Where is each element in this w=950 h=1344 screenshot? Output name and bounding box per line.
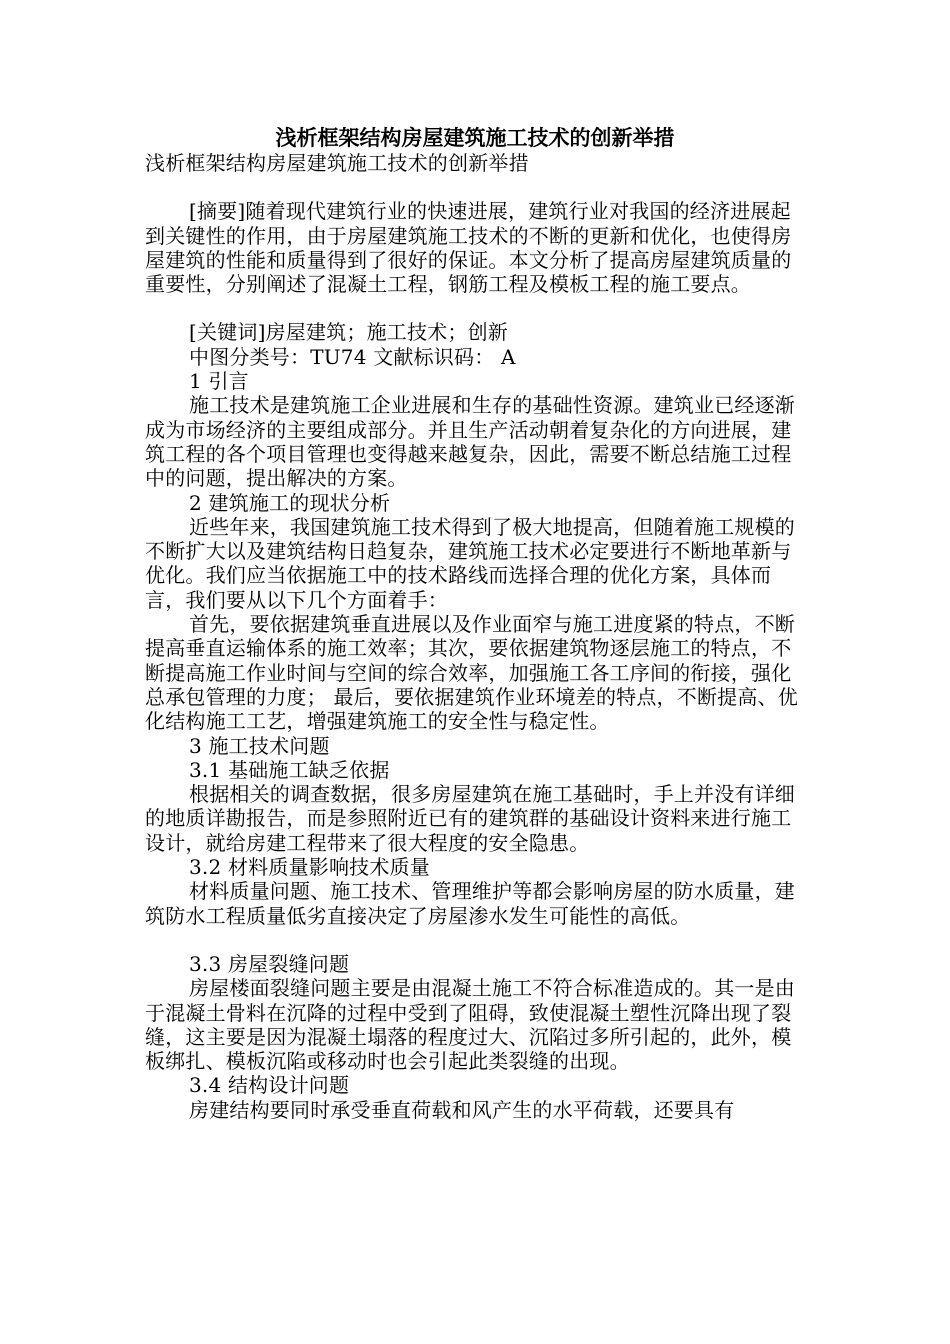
document-title: 浅析框架结构房屋建筑施工技术的创新举措	[275, 126, 675, 150]
keywords-line: [关键词]房屋建筑；施工技术；创新	[189, 320, 509, 345]
subtitle-line: 浅析框架结构房屋建筑施工技术的创新举措	[145, 151, 529, 175]
section-3-4-heading: 3.4 结构设计问题	[189, 1073, 350, 1098]
section-3-2-paragraph: 材料质量问题、施工技术、管理维护等都会影响房屋的防水质量，建筑防水工程质量低劣直接决定了房屋渗水发生可能性的高低。	[145, 879, 795, 928]
section-1-paragraph: 施工技术是建筑施工企业进展和生存的基础性资源。建筑业已经逐渐成为市场经济的主要组成部分。并且生产活动朝着复杂化的方向进展，建筑工程的各个项目管理也变得越来越复杂，因此，需要不断总结施工过程中的问题，提出解决的方案。	[145, 393, 795, 491]
section-3-1-paragraph: 根据相关的调查数据，很多房屋建筑在施工基础时，手上并没有详细的地质详勘报告，而是参照附近已有的建筑群的基础设计资料来进行施工设计，就给房建工程带来了很大程度的安全隐患。	[145, 782, 795, 855]
section-3-3-heading: 3.3 房屋裂缝问题	[189, 951, 350, 976]
section-3-1-heading: 3.1 基础施工缺乏依据	[189, 757, 390, 782]
section-1-heading: 1 引言	[189, 369, 249, 394]
abstract-paragraph: [摘要]随着现代建筑行业的快速进展，建筑行业对我国的经济进展起到关键性的作用，由于房屋建筑施工技术的不断的更新和优化，也使得房屋建筑的性能和质量得到了很好的保证。本文分析了提高房屋建筑质量的重要性，分别阐述了混凝土工程，钢筋工程及模板工程的施工要点。	[145, 199, 792, 297]
section-2-paragraph-2: 首先，要依据建筑垂直进展以及作业面窄与施工进度紧的特点，不断提高垂直运输体系的施工效率；其次，要依据建筑物逐层施工的特点，不断提高施工作业时间与空间的综合效率，加强施工各工序间的衔接，强化总承包管理的力度； 最后，要依据建筑作业环境差的特点，不断提高、优化结构施工工艺，增强建筑施工的安全性与稳定性。	[145, 612, 798, 734]
section-3-2-heading: 3.2 材料质量影响技术质量	[189, 855, 430, 880]
section-2-paragraph-1: 近些年来，我国建筑施工技术得到了极大地提高，但随着施工规模的不断扩大以及建筑结构日趋复杂，建筑施工技术必定要进行不断地革新与优化。我们应当依据施工中的技术路线而选择合理的优化方案，具体而言，我们要从以下几个方面着手：	[145, 514, 795, 612]
document-body	[145, 151, 805, 1122]
section-3-4-paragraph: 房建结构要同时承受垂直荷载和风产生的水平荷载，还要具有	[189, 1097, 735, 1122]
classification-line: 中图分类号：TU74 文献标识码： A	[189, 344, 516, 369]
section-3-3-paragraph: 房屋楼面裂缝问题主要是由混凝土施工不符合标准造成的。其一是由于混凝土骨料在沉降的过程中受到了阻碍，致使混凝土塑性沉降出现了裂缝，这主要是因为混凝土塌落的程度过大、沉陷过多所引起的，此外，模板绑扎、模板沉陷或移动时也会引起此类裂缝的出现。	[145, 976, 795, 1074]
section-2-heading: 2 建筑施工的现状分析	[189, 490, 391, 515]
section-3-heading: 3 施工技术问题	[189, 733, 330, 758]
